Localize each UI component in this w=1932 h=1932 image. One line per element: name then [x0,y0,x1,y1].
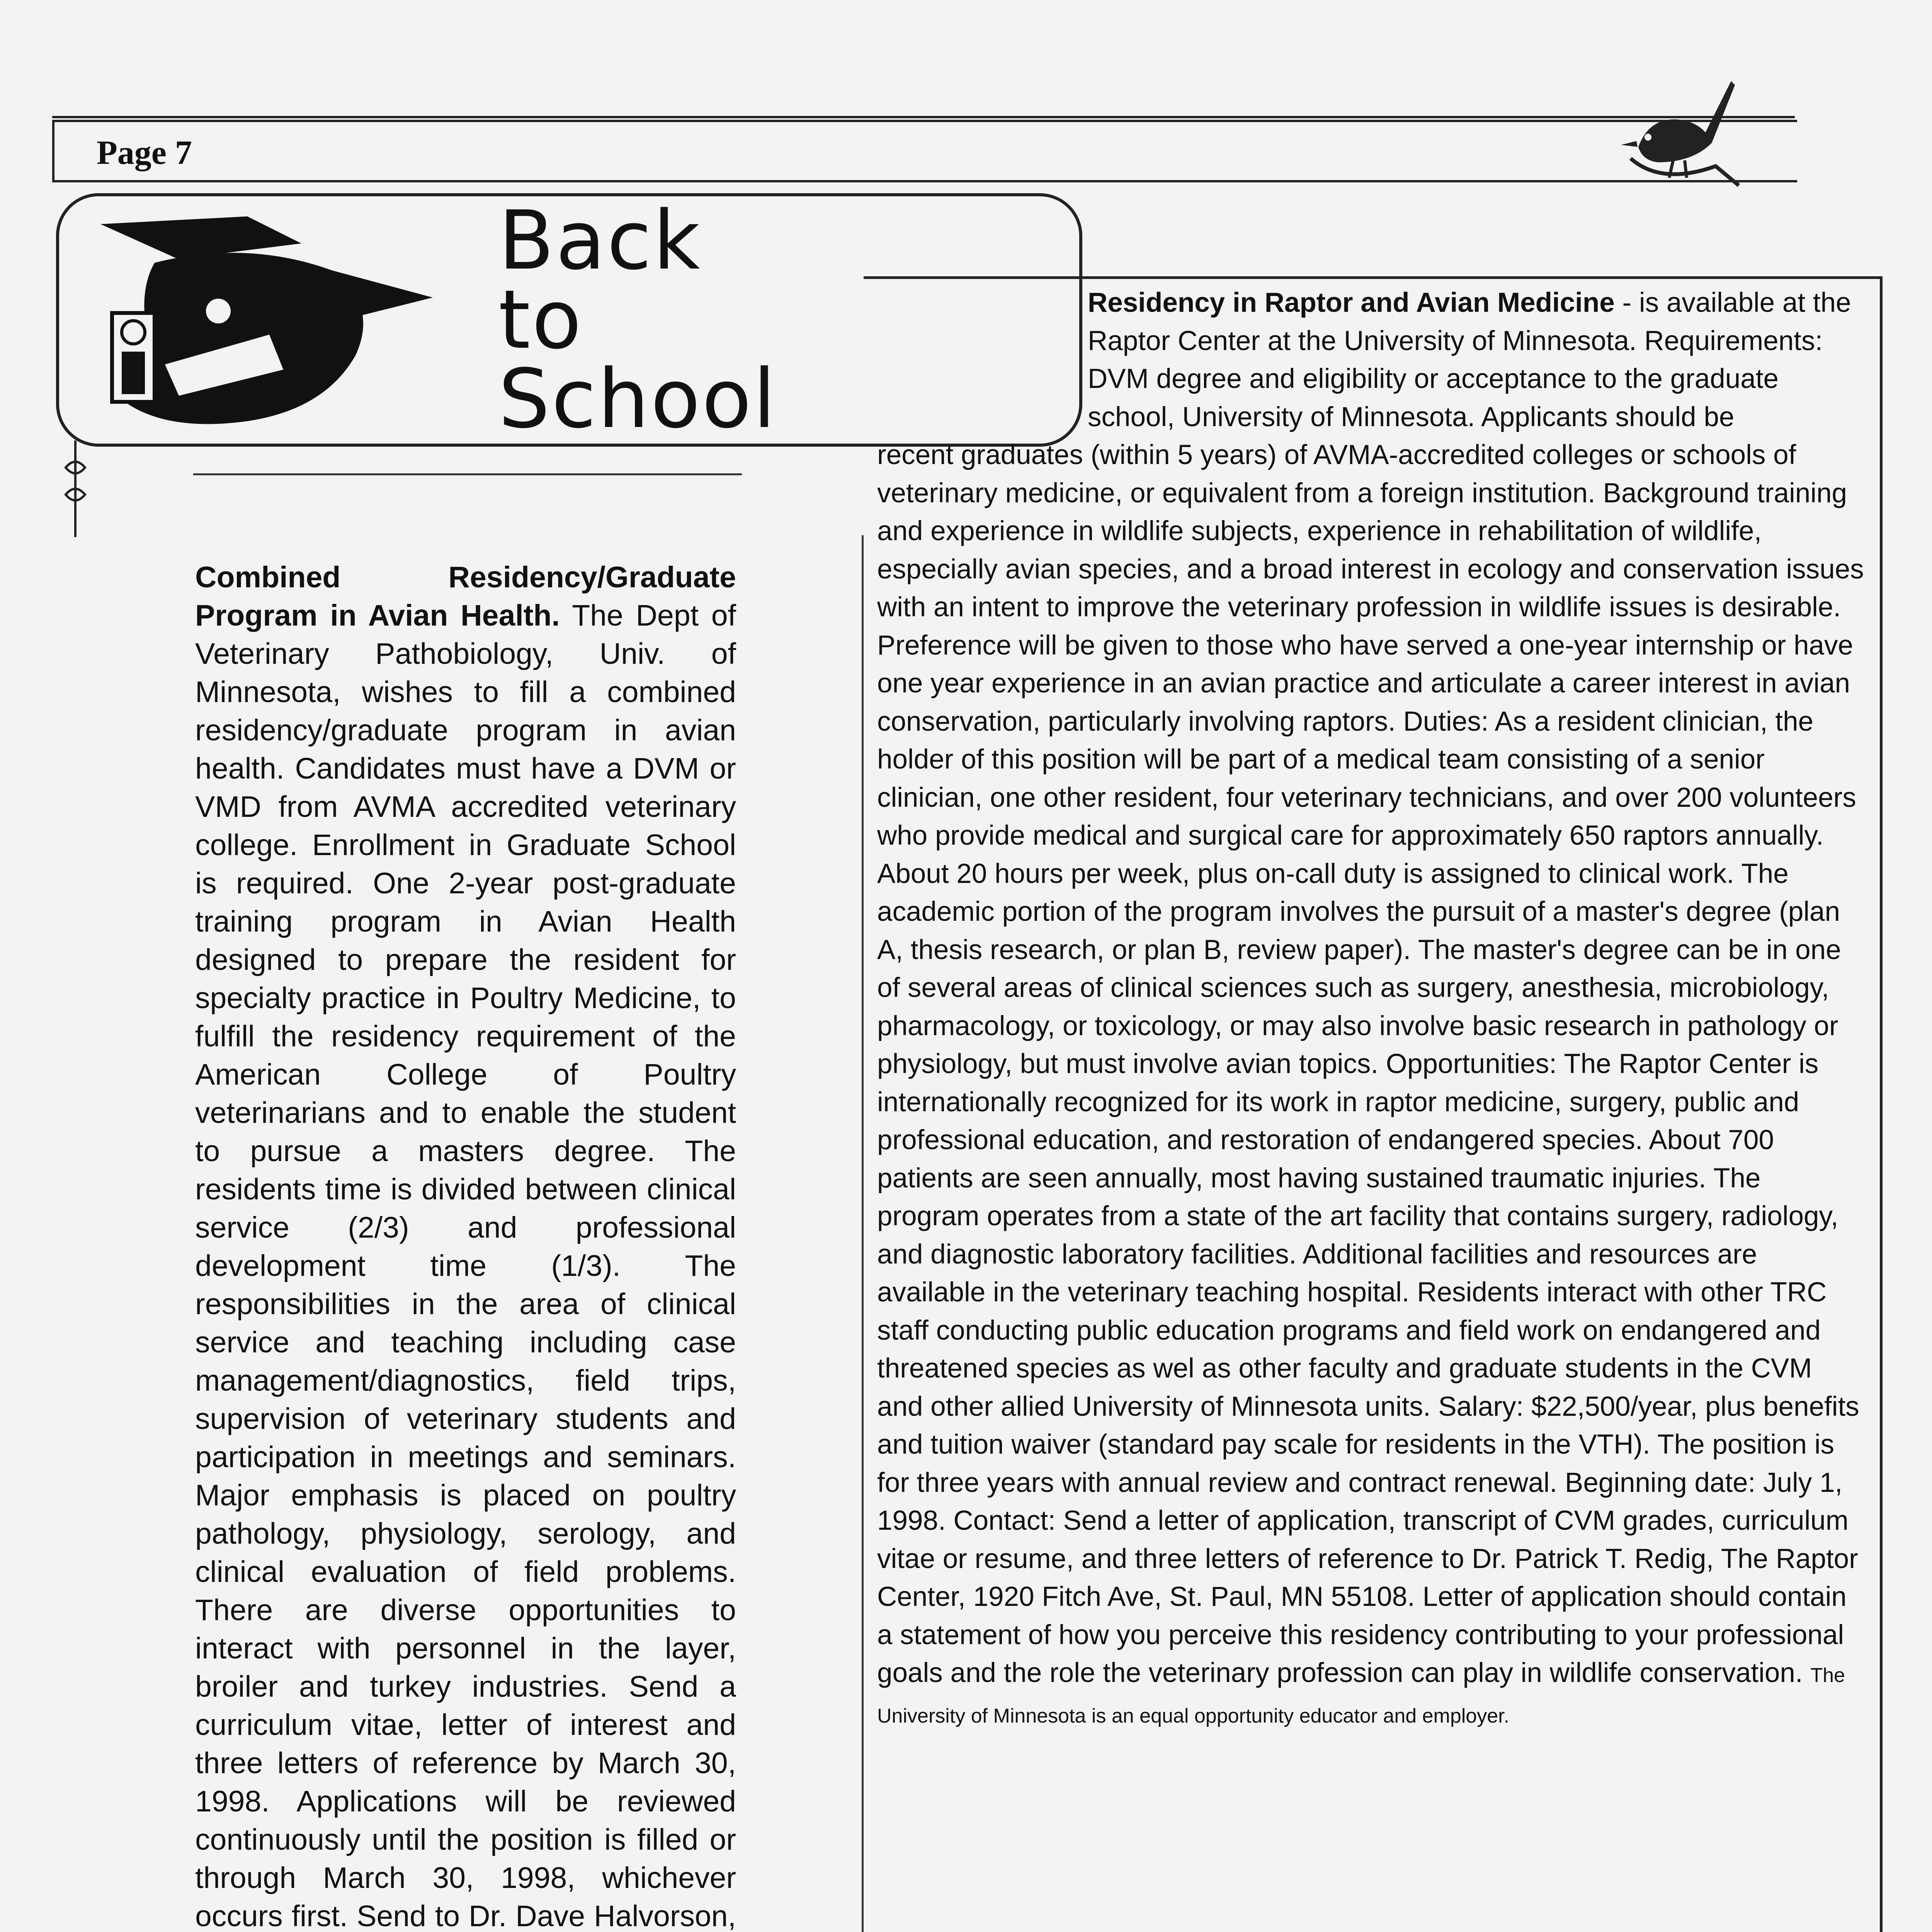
left-article-body: The Dept of Veterinary Pathobiology, Univ. of Minnesota, wishes to fill a combined residency/graduate program in avian health. Candidates must have a DVM or VMD from AVMA accredited veterinary college. Enrollment in Graduate School is required. One 2-year post-graduate training program in Avian Health designed to prepare the resident for specialty practice in Poultry Medicine, to fulfill the residency requirement of the American College of Poultry veterinarians and to enable the student to pursue a masters degree. The residents time is divided between clinical service (2/3) and professional development time (1/3). The responsibilities in the area of clinical service and teaching including case management/diagnostics, field trips, supervision of veterinary students and participation in meetings and seminars. Major emphasis is placed on poultry pathology, physiology, serology, and clinical evaluation of field problems. There are diverse opportunities to interact with personnel in the layer, broiler and turkey industries. Send a curriculum vitae, letter of interest and three letters of reference by March 30, 1998. Applications will be reviewed continuously until the position is filled or through March 30, 1998, whichever occurs first. Send to Dr. Dave Halvorson, [195,599,736,1932]
graduation-cap-bird-icon [85,216,491,433]
header-rule-top [52,116,1795,118]
page-label: Page 7 [97,134,192,172]
right-article-body: recent graduates (within 5 years) of AVMA-accredited colleges or schools of veterinary medicine, or equivalent from a foreign institution. Background training and experience in wildlife subjects, experience in rehabilitation of wildlife, especially avian species, and a broad interest in ecology and conservation issues with an intent to improve the veterinary profession in wildlife issues is desirable. Preference will be given to those who have served a one-year internship or have one year experience in an avian practice and articulate a career interest in avian conservation, particularly involving raptors. Duties: As a resident clinician, the holder of this position will be part of a medical team consisting of a senior clinician, one other resident, four veterinary technicians, and over 200 volunteers who provide medical and surgical care for approximately 650 raptors annually. About 20 hours per week, plus on-call duty is assigned to clinical work. The academic portion of the program involves the pursuit of a master's degree (plan A, thesis research, or plan B, review paper). The master's degree can be in one of several areas of clinical sciences such as surgery, anesthesia, microbiology, pharmacology, or toxicology, or may also involve basic research in pathology or physiology, but must involve avian topics. Opportunities: The Raptor Center is internationally recognized for its work in raptor medicine, surgery, public and professional education, and restoration of endangered species. About 700 patients are seen annually, most having sustained traumatic injuries. The program operates from a state of the art facility that contains surgery, radiology, and diagnostic laboratory facilities. Additional facilities and resources are available in the veterinary teaching hospital. Residents interact with other TRC staff conducting public education programs and field work on endangered and threatened species as wel as other faculty and graduate students in the CVM and other allied University of Minnesota units. Salary: $22,500/year, plus benefits and tuition waiver (standard pay scale for residents in the VTH). The position is for three years with annual review and contract renewal. Beginning date: July 1, 1998. Contact: Send a letter of application, transcript of CVM grades, curriculum vitae or resume, and three letters of reference to Dr. Patrick T. Redig, The Raptor Center, 1920 Fitch Ave, St. Paul, MN 55108. Letter of application should contain a statement of how you perceive this residency contributing to your professional goals and the role the veterinary profession can play in wildlife conservation. [877,440,1864,1688]
right-article-body-block [864,436,1864,1735]
title-line-3: School [498,352,777,446]
right-article [864,284,1864,1735]
header-bar [52,120,1797,182]
right-article-intro: - is available at the Raptor Center at the University of Minnesota. Requirements: DVM degree and eligibility or acceptance to the graduate school, University of Minnesota. Applicants should be [1088,287,1851,432]
left-column-rule [193,473,742,475]
left-article-heading: Combined Residency/Graduate Program in Avian Health. [195,561,736,632]
right-article-heading: Residency in Raptor and Avian Medicine [1088,287,1615,318]
section-title [498,193,777,446]
right-article-intro-block [864,284,1864,436]
title-line-1: Back [498,193,702,288]
right-article-footer: The University of Minnesota is an equal opportunity educator and employer. [877,1664,1845,1727]
left-article [195,558,736,1932]
title-line-2: to [498,272,583,367]
bird-on-branch-icon [1615,70,1747,197]
scroll-ornament-icon [58,440,93,541]
